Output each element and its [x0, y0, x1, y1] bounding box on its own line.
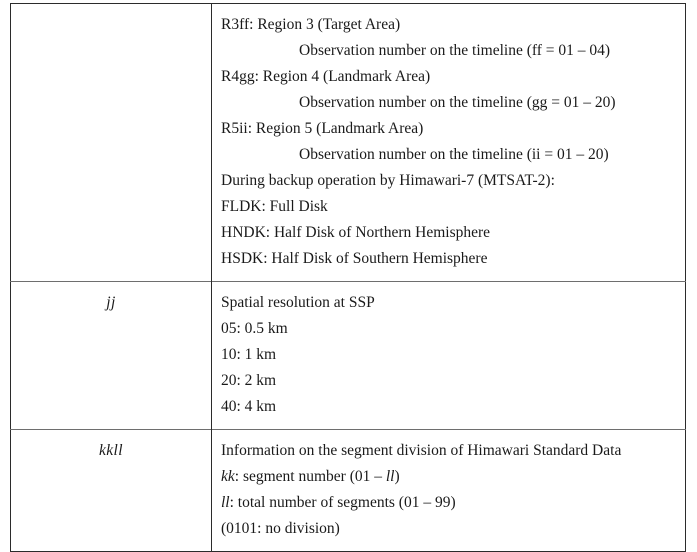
description-cell	[212, 282, 686, 430]
description-line: FLDK: Full Disk	[221, 198, 328, 215]
description-line-indented: Observation number on the timeline (gg = 01 – 20)	[299, 94, 616, 111]
description-line: 40: 4 km	[221, 398, 277, 415]
field-name-content	[11, 4, 211, 21]
description-line: 20: 2 km	[221, 372, 277, 389]
description-line: 10: 1 km	[221, 346, 277, 363]
field-name-cell	[11, 282, 212, 430]
field-name-cell	[11, 430, 212, 552]
field-name-label: jj	[106, 294, 116, 311]
description-line-indented: Observation number on the timeline (ff = 01 – 04)	[299, 42, 611, 59]
table-row	[11, 4, 686, 282]
description-line: (0101: no division)	[221, 520, 340, 537]
description-content	[212, 282, 685, 429]
description-line: 05: 0.5 km	[221, 320, 288, 337]
description-line: Spatial resolution at SSP	[221, 294, 375, 311]
field-name-label: kkll	[99, 442, 123, 459]
description-line: kk: segment number (01 – ll)	[221, 468, 400, 485]
description-line: HNDK: Half Disk of Northern Hemisphere	[221, 224, 491, 241]
field-name-content	[11, 282, 211, 325]
description-content	[212, 430, 685, 551]
description-line: HSDK: Half Disk of Southern Hemisphere	[221, 250, 488, 267]
description-line-indented: Observation number on the timeline (ii = 01 – 20)	[299, 146, 609, 163]
description-line: R4gg: Region 4 (Landmark Area)	[221, 68, 431, 85]
description-line: Information on the segment division of Himawari Standard Data	[221, 442, 622, 459]
description-line: R3ff: Region 3 (Target Area)	[221, 16, 401, 33]
description-content	[212, 4, 685, 281]
table-row	[11, 430, 686, 552]
field-name-cell	[11, 4, 212, 282]
description-line: ll: total number of segments (01 – 99)	[221, 494, 456, 511]
table-row	[11, 282, 686, 430]
field-name-content	[11, 430, 211, 473]
table-body	[11, 4, 686, 552]
description-line: R5ii: Region 5 (Landmark Area)	[221, 120, 424, 137]
description-cell	[212, 4, 686, 282]
description-line: During backup operation by Himawari-7 (MTSAT-2):	[221, 172, 555, 189]
description-cell	[212, 430, 686, 552]
specification-table	[10, 3, 686, 552]
